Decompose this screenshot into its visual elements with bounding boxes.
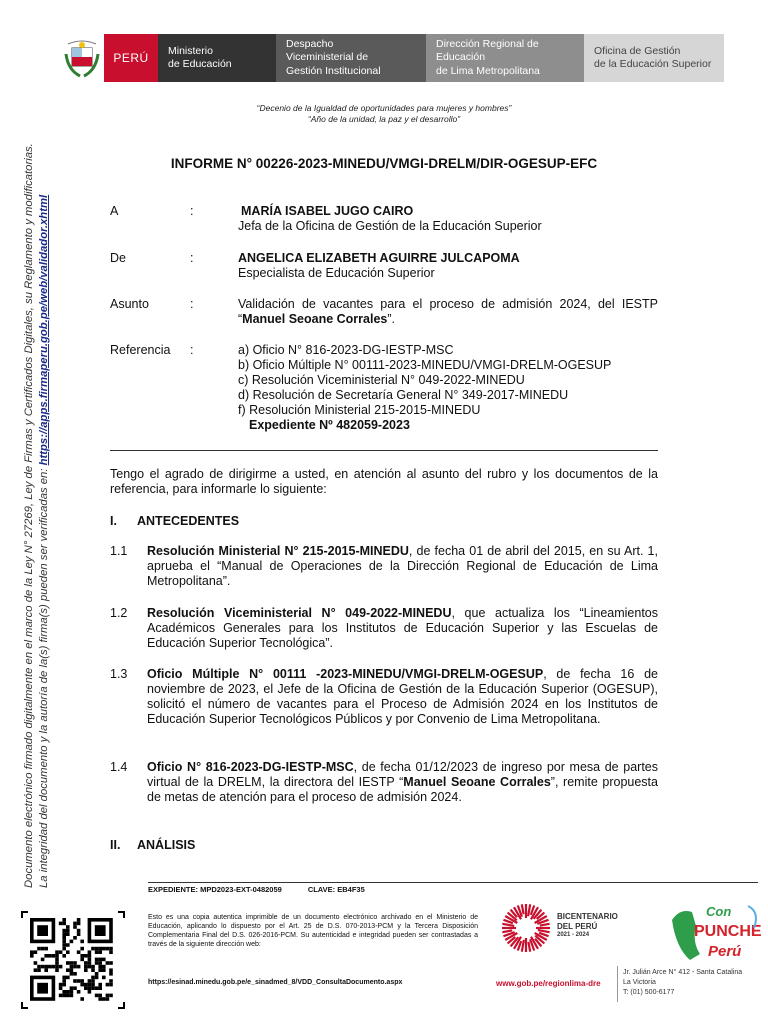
ministry-label: Ministerio de Educación (158, 34, 276, 82)
bicentenario-icon (500, 902, 552, 954)
reference-list: a) Oficio N° 816-2023-DG-IESTP-MSC b) Oficio Múltiple N° 00111-2023-MINEDU/VMGI-DRELM-OGESUP c) Resolución Viceministerial N° 049-2022-MINEDU d) Resolución de Secretaría General N° 349-2017-MINEDU f) Resolución Ministerial 215-2015-MINEDU Expediente Nº 482059-2023 (238, 343, 658, 433)
svg-text:Con: Con (706, 904, 732, 919)
despacho-label: Despacho Viceministerial de Gestión Institucional (276, 34, 426, 82)
to-name: MARÍA ISABEL JUGO CAIRO (241, 204, 414, 218)
subject-text: Validación de vacantes para el proceso de admisión 2024, del IESTP “Manuel Seoane Corrales”. (238, 297, 658, 326)
to-role: Jefa de la Oficina de Gestión de la Educación Superior (238, 219, 542, 233)
coat-of-arms-icon (60, 34, 104, 82)
validator-link[interactable]: https://apps.firmaperu.gob.pe/web/validador.xhtml (38, 194, 50, 466)
footer-divider (148, 882, 758, 883)
footer-vertical-divider (617, 966, 618, 1002)
from-role: Especialista de Educación Superior (238, 266, 435, 280)
ogesup-label: Oficina de Gestión de la Educación Superior (584, 34, 724, 82)
bicentenario-logo: BICENTENARIO DEL PERÚ 2021 - 2024 (500, 902, 660, 957)
svg-text:PUNCHE: PUNCHE (694, 923, 762, 940)
section-analisis: II. ANÁLISIS (110, 838, 196, 852)
digital-signature-note: Documento electrónico firmado digitalmente en el marco de la Ley N° 27269, Ley de Firmas y Certificados Digitales, su Reglamento y modificatorias. La integridad del documento y la autoría de la(s) firma(s) pueden ser verificadas en: https://apps.firmaperu.gob.pe/web/validador.xhtml (23, 143, 50, 888)
header-divider (110, 450, 658, 451)
footer-address: Jr. Julián Arce N° 412 - Santa Catalina La Victoria T: (01) 500-6177 (623, 969, 743, 996)
decenio-text: “Decenio de la Igualdad de oportunidades para mujeres y hombres” “Año de la unidad, la paz y el desarrollo” (256, 103, 512, 124)
intro-paragraph: Tengo el agrado de dirigirme a usted, en atención al asunto del rubro y los documentos de la referencia, para informarle lo siguiente: (110, 467, 658, 496)
footer-expediente: EXPEDIENTE: MPD2023-EXT-0482059 CLAVE: EB4F35 (148, 885, 365, 894)
footer-verification-url[interactable]: https://esinad.minedu.gob.pe/e_sinadmed_8/VDD_ConsultaDocumento.aspx (148, 979, 403, 986)
peru-label: PERÚ (104, 34, 158, 82)
expediente-number: Expediente Nº 482059-2023 (249, 418, 410, 432)
footer-authenticity-text: Esto es una copia autentica imprimible de un documento electrónico archivado en el Ministerio de Educación, aplicando lo dispuesto por el Art. 25 de D.S. 070-2013-PCM y la Tercera Disposición Complementaria Final del D.S. 026-2016-PCM. Su autenticidad e integridad pueden ser contrastadas a través de la siguiente dirección web: (148, 914, 478, 948)
institutional-header (60, 34, 724, 82)
footer-website-link[interactable]: www.gob.pe/regionlima-dre (496, 979, 601, 988)
drelm-label: Dirección Regional de Educación de Lima Metropolitana (426, 34, 584, 82)
section-antecedentes: I. ANTECEDENTES (110, 514, 240, 528)
from-name: ANGELICA ELIZABETH AGUIRRE JULCAPOMA (238, 251, 520, 265)
con-punche-peru-logo (666, 898, 762, 968)
svg-text:Perú: Perú (708, 943, 742, 960)
qr-code-icon (20, 910, 126, 1010)
document-title: INFORME N° 00226-2023-MINEDU/VMGI-DRELM/DIR-OGESUP-EFC (170, 156, 598, 171)
